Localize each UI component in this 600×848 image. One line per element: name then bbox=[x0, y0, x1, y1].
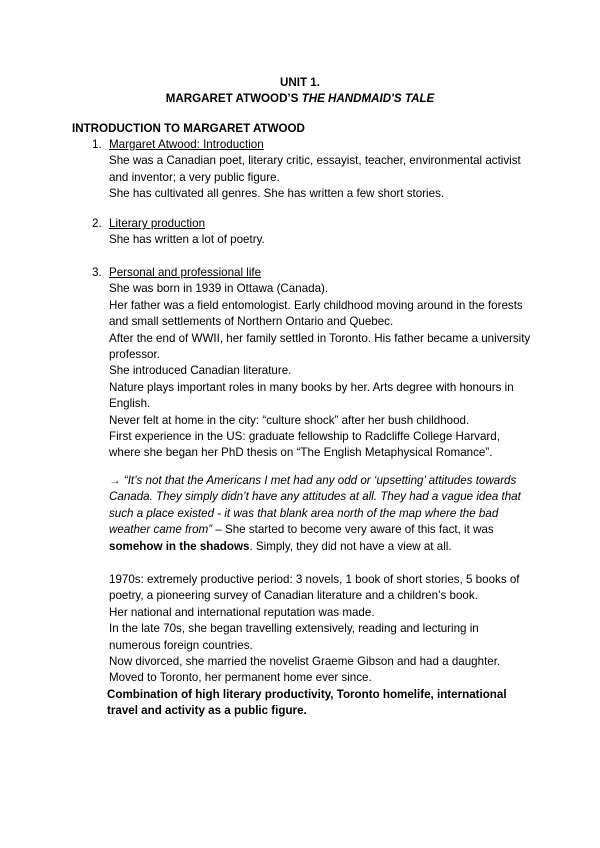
quote-paragraph bbox=[109, 473, 529, 555]
item-text: Nature plays important roles in many books by her. Arts degree with honours in English. bbox=[109, 380, 514, 411]
item-text: She was born in 1939 in Ottawa (Canada). bbox=[109, 282, 329, 296]
item-text: She introduced Canadian literature. bbox=[109, 364, 292, 378]
quote-commentary: – She started to become very aware of this fact, it was bbox=[212, 523, 494, 537]
title-work: THE HANDMAID'S TALE bbox=[301, 92, 435, 105]
paragraph-line: Now divorced, she married the novelist Graeme Gibson and had a daughter. bbox=[109, 655, 501, 669]
list-item-introduction bbox=[92, 137, 532, 203]
title-author: MARGARET ATWOOD’S bbox=[165, 92, 302, 105]
conclusion-text: Combination of high literary productivity, Toronto homelife, international travel and activity as a public figure. bbox=[107, 687, 507, 718]
item-text: She was a Canadian poet, literary critic, essayist, teacher, environmental activist and inventor; a very public figure. bbox=[109, 154, 521, 184]
paragraph-line: Moved to Toronto, her permanent home ever since. bbox=[109, 671, 372, 685]
unit-title: UNIT 1. bbox=[280, 76, 320, 89]
item-text: Her father was a field entomologist. Early childhood moving around in the forests and small settlements of Northern Ontario and Quebec. bbox=[109, 298, 523, 329]
list-item-literary-production bbox=[92, 216, 532, 249]
item-text: She has cultivated all genres. She has written a few short stories. bbox=[109, 187, 445, 201]
document-title bbox=[0, 91, 600, 107]
paragraph-line: 1970s: extremely productive period: 3 novels, 1 book of short stories, 5 books of poetry, a pioneering survey of Canadian literature and a children’s book. bbox=[109, 573, 520, 603]
atwood-quote: “It’s not that the Americans I met had any odd or ‘upsetting’ attitudes towards Canada. They simply didn’t have any attitudes at all. They had a vague idea that such a place existed - it was that blank area north of the map where the bad weather came from” bbox=[109, 474, 521, 537]
quote-ending: . Simply, they did not have a view at all. bbox=[249, 539, 452, 553]
item-title: Literary production bbox=[109, 217, 206, 230]
item-text: After the end of WWII, her family settled in Toronto. His father became a university professor. bbox=[109, 331, 531, 362]
later-life-paragraph bbox=[109, 572, 529, 720]
item-text: She has written a lot of poetry. bbox=[109, 233, 265, 247]
section-heading: INTRODUCTION TO MARGARET ATWOOD bbox=[72, 122, 305, 135]
item-text: Never felt at home in the city: “culture shock” after her bush childhood. bbox=[109, 413, 470, 427]
arrow-icon: → bbox=[109, 474, 124, 487]
item-number: 2. bbox=[92, 217, 102, 230]
emphasis-text: somehow in the shadows bbox=[109, 539, 250, 553]
item-title: Margaret Atwood: Introduction bbox=[109, 138, 264, 151]
list-item-personal-life bbox=[92, 265, 532, 462]
item-text: First experience in the US: graduate fellowship to Radcliffe College Harvard, where she began her PhD thesis on “The English Metaphysical Romance”. bbox=[109, 430, 500, 460]
item-title: Personal and professional life bbox=[109, 266, 262, 279]
item-number: 3. bbox=[92, 266, 102, 279]
paragraph-line: Her national and international reputation was made. bbox=[109, 605, 375, 619]
paragraph-line: In the late 70s, she began travelling extensively, reading and lecturing in numerous foreign countries. bbox=[109, 622, 479, 652]
item-number: 1. bbox=[92, 138, 102, 151]
